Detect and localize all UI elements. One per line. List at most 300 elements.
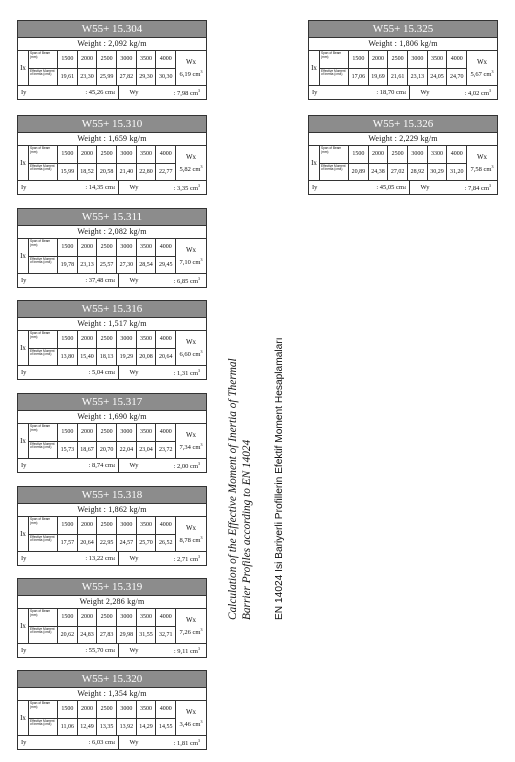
inertia-cell: 24,70 [447,69,467,86]
wy-value-text: : 2,71 cm [173,556,198,564]
wx-value-text: 6,60 cm [179,351,201,359]
wy-label: Wy [129,647,139,654]
section-row [18,736,206,749]
inertia-cell: 22,80 [137,164,157,181]
span-cell: 3500 [137,51,157,68]
wy-label: Wy [420,89,430,96]
wx-exponent: 3 [200,534,203,540]
wx-exponent: 3 [200,348,203,354]
wy-value-text: : 3,35 cm [173,185,198,193]
profile-card [308,115,498,195]
profile-title: W55+ 15.318 [18,487,206,504]
inertia-cell: 22,04 [117,442,137,459]
wy-label: Wy [129,89,139,96]
wy-exponent: 3 [198,553,200,559]
inertia-cell: 31,55 [137,627,157,644]
iy-value [59,552,119,565]
span-cell: 4000 [156,517,176,534]
section-row [18,274,206,287]
inertia-cell: 15,99 [58,164,78,181]
inertia-cell: 20,70 [97,442,117,459]
wy-exponent: 3 [489,182,491,188]
section-row [18,552,206,565]
span-cell: 1500 [58,424,78,441]
section-row [18,366,206,379]
wx-value [180,627,203,636]
inertia-cell: 19,78 [58,257,78,274]
profile-weight: Weight : 1,862 kg/m [18,504,206,517]
profile-weight: Weight : 1,690 kg/m [18,411,206,424]
span-cell: 2500 [97,517,117,534]
span-cell: 2000 [78,239,98,256]
span-cell: 4000 [447,51,467,68]
wx-value [471,164,494,173]
span-cell: 1500 [58,609,78,626]
inertia-table [18,609,206,644]
ix-label: Ix [309,51,320,85]
inertia-cell: 30,30 [156,69,176,86]
span-cell: 2000 [78,146,98,163]
section-row [18,644,206,657]
span-cell: 3500 [428,51,448,68]
caption-line-2: Barrier Profiles according to EN 14024 [241,439,253,620]
inertia-cell: 20,89 [349,164,369,181]
wy-value [149,88,206,97]
caption-line-3: EN 14024 Isi Bariyerli Profillerin Efektif Moment Hesaplamaları [274,337,285,620]
inertia-cell: 29,30 [137,69,157,86]
inertia-cell: 26,52 [156,535,176,552]
iy-exponent: 4 [404,90,406,95]
iy-label: Iy [21,462,27,469]
inertia-table [309,51,497,86]
profile-card [17,115,207,195]
span-cell: 4000 [156,331,176,348]
wy-value-text: : 6,85 cm [173,278,198,286]
wx-label: Wx [185,152,197,161]
wx-value [180,719,203,728]
profile-weight: Weight : 1,354 kg/m [18,688,206,701]
inertia-cell: 18,52 [78,164,98,181]
iy-exponent: 4 [113,463,115,468]
span-cell: 3000 [117,239,137,256]
span-row [29,51,176,68]
ix-label: Ix [18,146,29,180]
profile-card [17,300,207,380]
wy-value [440,88,497,97]
section-row [18,459,206,472]
wx-label: Wx [476,152,488,161]
inertia-row-label: Effective Moment of Inertia (cm4) [29,164,58,181]
iy-value-text: : 5,04 cm [88,369,113,376]
span-row [29,701,176,718]
span-row [29,424,176,441]
span-cell: 3500 [137,609,157,626]
iy-label: Iy [21,184,27,191]
profile-title: W55+ 15.326 [309,116,497,133]
inertia-cell: 17,57 [58,535,78,552]
span-cell: 3300 [428,146,448,163]
inertia-cell: 27,83 [97,627,117,644]
caption-line-1: Calculation of the Effective Moment of Inertia of Thermal [227,358,239,620]
inertia-cell: 24,05 [428,69,448,86]
inertia-cell: 23,30 [78,69,98,86]
wx-value-text: 7,26 cm [179,629,201,637]
ix-label: Ix [18,51,29,85]
span-cell: 3500 [137,701,157,718]
wx-exponent: 3 [200,256,203,262]
inertia-cell: 27,30 [117,257,137,274]
inertia-cell: 27,82 [117,69,137,86]
span-cell: 2000 [78,331,98,348]
wx-value-text: 7,58 cm [470,166,492,174]
span-row-label: Span of Beam (mm) [29,239,58,256]
span-cell: 3000 [117,609,137,626]
wx-block [176,331,206,365]
inertia-cell: 23,13 [408,69,428,86]
vertical-caption [210,290,300,620]
span-cell: 1500 [349,146,369,163]
wx-label: Wx [185,245,197,254]
inertia-cell: 21,61 [388,69,408,86]
wy-label: Wy [129,369,139,376]
span-row [29,517,176,534]
iy-value-text: : 45,05 cm [376,184,404,191]
ix-label: Ix [18,239,29,273]
span-cell: 2000 [78,609,98,626]
inertia-cell: 25,99 [97,69,117,86]
wx-value-text: 7,34 cm [179,444,201,452]
span-cell: 1500 [58,517,78,534]
inertia-row-label: Effective Moment of Inertia (cm4) [29,257,58,274]
wx-value-text: 5,82 cm [179,166,201,174]
inertia-cell: 23,72 [156,442,176,459]
iy-value [59,366,119,379]
wy-value-text: : 9,11 cm [173,648,198,656]
inertia-cell: 11,06 [58,719,78,736]
iy-exponent: 4 [113,185,115,190]
inertia-row [29,163,176,181]
span-cell: 2000 [78,424,98,441]
inertia-row-label: Effective Moment of Inertia (cm4) [320,69,349,86]
wy-label: Wy [129,184,139,191]
inertia-cell: 24,57 [117,535,137,552]
span-cell: 3000 [117,146,137,163]
inertia-cell: 24,38 [369,164,389,181]
wy-label: Wy [420,184,430,191]
inertia-cell: 19,61 [58,69,78,86]
profile-title: W55+ 15.304 [18,21,206,38]
span-cell: 3000 [117,51,137,68]
span-row-label: Span of Beam (mm) [29,331,58,348]
iy-label: Iy [21,555,27,562]
span-cell: 2500 [97,51,117,68]
wx-exponent: 3 [200,626,203,632]
span-cell: 1500 [349,51,369,68]
iy-value [59,181,119,194]
span-cell: 2500 [388,146,408,163]
inertia-cell: 14,55 [156,719,176,736]
inertia-row-label: Effective Moment of Inertia (cm4) [29,535,58,552]
wx-value-text: 8,78 cm [179,537,201,545]
inertia-row [320,68,467,86]
span-cell: 3500 [137,331,157,348]
span-cell: 2000 [369,51,389,68]
iy-exponent: 4 [113,370,115,375]
iy-label: Iy [312,184,318,191]
iy-value [350,181,410,194]
wy-value-text: : 1,81 cm [173,740,198,748]
inertia-cell: 20,62 [58,627,78,644]
span-cell: 1500 [58,331,78,348]
span-cell: 3000 [117,701,137,718]
inertia-cell: 30,29 [428,164,448,181]
span-row-label: Span of Beam (mm) [320,146,349,163]
span-cell: 2500 [97,609,117,626]
span-row [320,146,467,163]
iy-value-text: : 55,70 cm [85,647,113,654]
inertia-row [29,348,176,366]
wx-exponent: 3 [200,441,203,447]
wy-exponent: 3 [198,275,200,281]
wx-exponent: 3 [491,68,494,74]
iy-value-text: : 14,35 cm [85,184,113,191]
inertia-row-label: Effective Moment of Inertia (cm4) [320,164,349,181]
wx-block [176,517,206,551]
wy-label: Wy [129,462,139,469]
span-cell: 3000 [408,146,428,163]
profile-title: W55+ 15.316 [18,301,206,318]
iy-value [59,644,119,657]
ix-label: Ix [18,517,29,551]
span-cell: 2500 [388,51,408,68]
span-cell: 2000 [78,51,98,68]
span-cell: 2500 [97,146,117,163]
wy-value [440,183,497,192]
wx-block [176,701,206,735]
wx-exponent: 3 [200,718,203,724]
profile-card [17,393,207,473]
iy-value [59,459,119,472]
inertia-table [18,331,206,366]
wy-value [149,461,206,470]
inertia-cell: 18,13 [97,349,117,366]
wx-label: Wx [185,523,197,532]
span-row-label: Span of Beam (mm) [320,51,349,68]
wy-exponent: 3 [198,460,200,466]
wx-block [176,239,206,273]
span-cell: 3000 [117,424,137,441]
wy-label: Wy [129,555,139,562]
profile-weight: Weight : 1,517 kg/m [18,318,206,331]
wx-value [180,349,203,358]
ix-label: Ix [18,424,29,458]
span-cell: 3500 [137,517,157,534]
span-cell: 4000 [156,51,176,68]
iy-value-text: : 37,48 cm [85,277,113,284]
wx-label: Wx [185,615,197,624]
wy-exponent: 3 [489,87,491,93]
iy-label: Iy [21,89,27,96]
inertia-cell: 14,29 [137,719,157,736]
inertia-row [29,441,176,459]
inertia-cell: 17,06 [349,69,369,86]
wy-value [149,646,206,655]
inertia-table [18,701,206,736]
inertia-row [29,718,176,736]
span-cell: 4000 [156,146,176,163]
span-cell: 4000 [156,424,176,441]
inertia-cell: 19,69 [369,69,389,86]
span-cell: 2500 [97,331,117,348]
iy-exponent: 4 [113,740,115,745]
wx-exponent: 3 [200,68,203,74]
inertia-cell: 15,40 [78,349,98,366]
wy-value [149,183,206,192]
profile-weight: Weight 2,286 kg/m [18,596,206,609]
iy-value [59,86,119,99]
inertia-row [320,163,467,181]
span-row [29,239,176,256]
wx-label: Wx [476,57,488,66]
section-row [309,86,497,99]
iy-label: Iy [21,369,27,376]
inertia-row-label: Effective Moment of Inertia (cm4) [29,349,58,366]
span-cell: 3500 [137,424,157,441]
inertia-cell: 19,29 [117,349,137,366]
inertia-cell: 28,92 [408,164,428,181]
inertia-table [18,146,206,181]
inertia-cell: 31,20 [447,164,467,181]
inertia-row [29,68,176,86]
wx-value [180,442,203,451]
wy-exponent: 3 [198,645,200,651]
inertia-table [18,239,206,274]
wy-value-text: : 1,31 cm [173,370,198,378]
profile-weight: Weight : 1,806 kg/m [309,38,497,51]
span-cell: 3000 [117,331,137,348]
wx-value [180,257,203,266]
span-cell: 3000 [117,517,137,534]
ix-label: Ix [309,146,320,180]
span-cell: 2000 [78,517,98,534]
inertia-cell: 22,77 [156,164,176,181]
span-cell: 1500 [58,701,78,718]
wy-value [149,276,206,285]
inertia-table [18,51,206,86]
iy-exponent: 4 [113,278,115,283]
wx-exponent: 3 [491,163,494,169]
span-row [320,51,467,68]
span-row-label: Span of Beam (mm) [29,609,58,626]
span-cell: 4000 [156,609,176,626]
profile-title: W55+ 15.310 [18,116,206,133]
inertia-cell: 32,71 [156,627,176,644]
wy-exponent: 3 [198,182,200,188]
wy-value-text: : 7,84 cm [464,185,489,193]
profile-weight: Weight : 2,092 kg/m [18,38,206,51]
span-row-label: Span of Beam (mm) [29,701,58,718]
wy-value-text: : 2,00 cm [173,463,198,471]
wy-exponent: 3 [198,87,200,93]
wx-label: Wx [185,430,197,439]
iy-exponent: 4 [113,648,115,653]
iy-exponent: 4 [404,185,406,190]
iy-value [59,736,119,749]
span-cell: 1500 [58,51,78,68]
profile-weight: Weight : 2,229 kg/m [309,133,497,146]
profile-card [17,486,207,566]
wx-label: Wx [185,57,197,66]
inertia-cell: 21,40 [117,164,137,181]
inertia-row [29,534,176,552]
inertia-cell: 18,67 [78,442,98,459]
iy-value-text: : 8,74 cm [88,462,113,469]
span-row-label: Span of Beam (mm) [29,424,58,441]
wx-label: Wx [185,707,197,716]
iy-value-text: : 6,03 cm [88,739,113,746]
span-cell: 2500 [97,424,117,441]
wx-block [176,609,206,643]
inertia-cell: 23,13 [78,257,98,274]
wy-value [149,368,206,377]
wy-label: Wy [129,739,139,746]
wy-exponent: 3 [198,367,200,373]
iy-exponent: 4 [113,90,115,95]
span-cell: 2000 [78,701,98,718]
span-row-label: Span of Beam (mm) [29,146,58,163]
iy-exponent: 4 [113,556,115,561]
span-cell: 3500 [137,146,157,163]
wx-value [180,69,203,78]
inertia-table [18,517,206,552]
inertia-cell: 23,04 [137,442,157,459]
span-cell: 2500 [97,701,117,718]
wy-value [149,554,206,563]
profile-weight: Weight : 2,082 kg/m [18,226,206,239]
section-row [18,86,206,99]
inertia-row-label: Effective Moment of Inertia (cm4) [29,627,58,644]
inertia-cell: 15,73 [58,442,78,459]
span-cell: 2500 [97,239,117,256]
span-row [29,609,176,626]
iy-value [350,86,410,99]
span-cell: 2000 [369,146,389,163]
ix-label: Ix [18,331,29,365]
ix-label: Ix [18,701,29,735]
inertia-cell: 29,98 [117,627,137,644]
profile-title: W55+ 15.317 [18,394,206,411]
inertia-cell: 25,57 [97,257,117,274]
iy-value-text: : 13,22 cm [85,555,113,562]
wx-value-text: 5,67 cm [470,71,492,79]
span-row-label: Span of Beam (mm) [29,517,58,534]
wx-block [176,424,206,458]
section-row [309,181,497,194]
wy-exponent: 3 [198,737,200,743]
inertia-cell: 20,64 [78,535,98,552]
span-cell: 1500 [58,239,78,256]
profile-card [17,20,207,100]
span-cell: 4000 [156,239,176,256]
wx-label: Wx [185,337,197,346]
inertia-cell: 13,80 [58,349,78,366]
inertia-row [29,256,176,274]
span-cell: 3500 [137,239,157,256]
profile-title: W55+ 15.319 [18,579,206,596]
wy-value-text: : 7,98 cm [173,90,198,98]
wx-value-text: 3,46 cm [179,721,201,729]
inertia-cell: 20,58 [97,164,117,181]
